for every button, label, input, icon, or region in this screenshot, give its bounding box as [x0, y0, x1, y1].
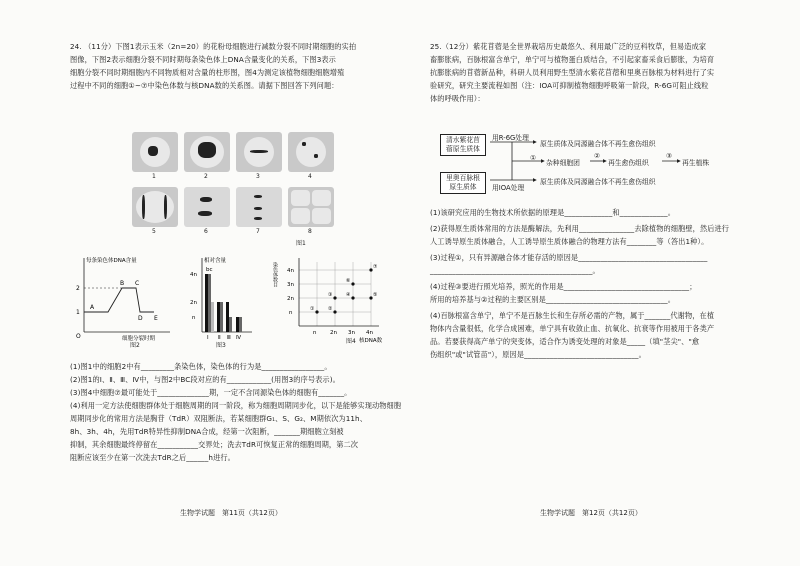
figure-3-bar-1c: [211, 302, 214, 332]
figure-4-label-2: ②: [328, 306, 333, 312]
flow-step-1: ①: [530, 154, 537, 162]
figure-4-ytick-2n: 2n: [287, 296, 294, 302]
figure-4-label-6: ⑥: [346, 278, 351, 284]
figure-1-micrographs: [132, 132, 332, 252]
figure-4-ylabel: 染色体数目: [272, 262, 278, 287]
figure-3-top-label: bc: [206, 267, 213, 273]
q25-sub4-line1: (4)过程③要进行照光培养，照光的作用是__________________________________；: [430, 282, 697, 291]
figure-4-xlabel: 核DNA数: [359, 338, 383, 344]
micrograph-label-2: 2: [204, 173, 208, 180]
figure-2-ytick-2: 2: [76, 285, 80, 292]
q24-sub4-line1: (4)利用一定方法使细胞群体处于细胞周期的同一阶段，称为细胞周期同步化，以下是能够实现动物细胞: [70, 401, 402, 410]
q25-intro-line2: 畜膨胀病，百脉根富含单宁，单宁可与植物蛋白质结合，不引起家畜采食后膨胀，为培育: [430, 55, 715, 64]
flow-step-2: ②: [594, 152, 601, 160]
q24-sub4-line3: 8h、3h、4h，先用TdR特异性抑制DNA合成，经第一次阻断，_______期细胞立刻被: [70, 427, 344, 436]
q24-subquestions: [70, 360, 410, 464]
q25-sub3-line2: ____________________________________________。: [430, 266, 600, 275]
figure-4-label-7: ⑦: [373, 264, 378, 270]
figure-2-ylabel: 每条染色体DNA含量: [86, 258, 137, 264]
figure-3-bar-2b: [220, 302, 223, 332]
figure-1-caption: 图1: [296, 240, 306, 247]
figure-3-chart: [188, 254, 258, 339]
flow-box-alfalfa: 清水紫花苜蓿原生质体: [440, 134, 486, 156]
q25-intro-line5: 体的呼吸作用）：: [430, 94, 485, 103]
figure-4-ytick-3n: 3n: [287, 282, 294, 288]
figure-3-ylabel: 相对含量: [204, 258, 227, 264]
q24-sub4-line2: 周期同步化的常用方法是胸苷（TdR）双阻断法，若某细胞群G₁、S、G₂、M期依次为11h、: [70, 414, 368, 423]
figure-2-point-c: C: [135, 280, 140, 287]
figure-2-point-d: D: [138, 315, 143, 322]
q25-sub2-line2: 人工诱导原生质体融合，人工诱导原生质体融合的物理方法有________等（答出1种）。: [430, 237, 709, 246]
q25-intro-line1: 25.（12分）紫花苜蓿是全世界栽培历史最悠久、利用最广泛的豆科牧草，但易造成家: [430, 42, 707, 51]
figure-4-point-2: [333, 310, 336, 313]
micrograph-4: [288, 132, 334, 172]
q24-intro-line2: 图像，下图2表示细胞分裂不同时期每条染色体上DNA含量变化的关系，下图3表示: [70, 55, 336, 64]
figure-2-point-b: B: [120, 280, 125, 287]
q24-sub1: (1)图1中的细胞2中有_________条染色体，染色体的行为是_________________。: [70, 362, 332, 371]
left-footer: 生物学试题 第11页（共12页）: [180, 509, 282, 517]
q24-intro-line4: 过程中不同的细胞①~⑦中染色体数与核DNA数的关系图。请据下图回答下列问题：: [70, 81, 339, 90]
figure-4-caption: 图4: [346, 338, 356, 345]
figure-4-label-3: ③: [328, 292, 333, 298]
flow-result-bottom: 原生质体及同源融合体不再生愈伤组织: [540, 178, 656, 186]
flow-callus: 再生愈伤组织: [608, 159, 649, 167]
q24-intro-line1: 24. （11分）下图1表示玉米（2n=20）的花粉母细胞进行减数分裂不同时期细胞的实拍: [70, 42, 357, 51]
figure-3-bar-3: [226, 302, 229, 332]
flow-result-top: 原生质体及同源融合体不再生愈伤组织: [540, 140, 656, 148]
figure-3-bar-1b: [208, 274, 211, 332]
micrograph-8: [288, 187, 334, 227]
flow-hybrid-cells: 杂种细胞团: [546, 159, 580, 167]
q24-intro-line3: 细胞分裂不同时期细胞内不同物质相对含量的柱形图，图4为测定该植物细胞细胞增殖: [70, 68, 345, 77]
figure-3-bar-1a: [205, 274, 208, 332]
figure-3-bar-3b: [229, 317, 232, 332]
flow-label-ioa: 用IOA处理: [492, 184, 525, 192]
figure-3-bar-4: [236, 317, 239, 332]
figure-2-point-a: A: [90, 304, 95, 311]
figure-4-xtick-4n: 4n: [366, 330, 373, 336]
figure-4-label-4: ④: [346, 292, 351, 298]
right-page: [430, 40, 780, 520]
flow-diagram: [440, 132, 760, 212]
micrograph-label-1: 1: [152, 173, 156, 180]
q24-sub4-line5: 阻断应该至少在第一次洗去TdR之后______h进行。: [70, 453, 235, 462]
q24-sub3: (3)图4中细胞⑦最可能处于______________期，一定不含同源染色体的细胞有_______。: [70, 388, 352, 397]
q25-sub4-line2: 所用的培养基与②过程的主要区别是_________________________________。: [430, 295, 676, 304]
figure-4-label-1: ①: [310, 306, 315, 312]
q25-intro-line4: 验研究，研究主要流程如图（注：IOA可抑制植物细胞呼吸第一阶段，R-6G可阻止线粒: [430, 81, 709, 90]
figure-3-xtick-1: Ⅰ: [207, 335, 209, 341]
micrograph-1: [132, 132, 178, 172]
figure-3-caption: 图3: [216, 342, 226, 349]
figure-2-xlabel: 细胞分裂时期: [122, 336, 156, 342]
flow-label-r6g: 用R-6G处理: [492, 134, 529, 142]
micrograph-2: [184, 132, 230, 172]
q25-sub5-line3: 品。若要获得高产单宁的突变体，适合作为诱变处理的对象是_____（填"茎尖"、"愈: [430, 337, 700, 346]
micrograph-3: [236, 132, 282, 172]
figure-3-ytick-2n: 2n: [190, 300, 197, 306]
figure-4-ytick-n: n: [289, 310, 293, 316]
q25-sub3-line1: (3)过程①，只有异源融合体才能存活的原因是___________________________________: [430, 253, 708, 262]
q24-sub2: (2)图1的Ⅰ、Ⅱ、Ⅲ、Ⅳ中，与图2中BC段对应的有____________(用图3的序号表示)。: [70, 375, 340, 384]
figure-2-caption: 图2: [130, 342, 140, 349]
micrograph-label-4: 4: [308, 173, 312, 180]
q25-sub2-line1: (2)获得原生质体常用的方法是酶解法，先利用_______________去除植物的细胞壁，然后进行: [430, 224, 730, 233]
figure-4-point-1: [315, 310, 318, 313]
figure-4-xtick-2n: 2n: [330, 330, 337, 336]
micrograph-7: [236, 187, 282, 227]
figure-3-xtick-2: Ⅱ: [218, 335, 221, 341]
figure-3-ytick-4n: 4n: [190, 272, 197, 278]
q25-sub1: (1)该研究应用的生物技术所依据的原理是_____________和_____________。: [430, 208, 675, 217]
figure-4-xtick-3n: 3n: [348, 330, 355, 336]
figure-4-label-5: ⑤: [373, 292, 378, 298]
figure-2-origin: O: [76, 333, 81, 340]
micrograph-label-6: 6: [204, 228, 208, 235]
q25-subquestions: [430, 206, 770, 361]
q25-sub5-line1: (4)百脉根富含单宁，单宁不是百脉生长和生存所必需的产物，属于_______代谢物，在植: [430, 311, 715, 320]
micrograph-label-5: 5: [152, 228, 156, 235]
q25-sub5-line2: 物体内含量很低，化学合成困难，单宁具有收敛止血、抗氧化、抗衰等作用被用于各类产: [430, 324, 715, 333]
q25-intro-line3: 抗膨胀病的苜蓿新品种，科研人员利用野生型清水紫花苜蓿和里奥百脉根为材料进行了实: [430, 68, 715, 77]
figure-3-bar-4b: [239, 317, 242, 332]
figure-3-xtick-4: Ⅳ: [236, 335, 242, 341]
flow-step-3: ③: [666, 152, 673, 160]
micrograph-label-7: 7: [256, 228, 260, 235]
figure-3-xtick-3: Ⅲ: [227, 335, 231, 341]
right-footer: 生物学试题 第12页（共12页）: [540, 509, 642, 517]
micrograph-5: [132, 187, 178, 227]
figure-4-ytick-4n: 4n: [287, 268, 294, 274]
left-page: [70, 40, 420, 520]
figure-3-ytick-n: n: [192, 315, 196, 321]
figure-2-ytick-1: 1: [76, 309, 80, 316]
figure-3-bar-2: [217, 302, 220, 332]
micrograph-label-8: 8: [308, 228, 312, 235]
figure-4-point-4: [351, 296, 354, 299]
figure-4-xtick-n: n: [313, 330, 317, 336]
q24-sub4-line4: 抑制，其余细胞最终停留在___________交界处；洗去TdR可恢复正常的细胞周期，第二次: [70, 440, 359, 449]
q25-sub5-line4: 伤组织"或"试管苗"），原因是_______________________________。: [430, 350, 646, 359]
figure-4-point-6: [351, 282, 354, 285]
micrograph-label-3: 3: [256, 173, 260, 180]
flow-box-lotus: 里奥百脉根原生质体: [440, 172, 486, 194]
figure-2-point-e: E: [154, 315, 158, 322]
flow-plant: 再生植株: [682, 159, 710, 167]
micrograph-6: [184, 187, 230, 227]
figure-4-point-3: [333, 296, 336, 299]
figure-2-chart: [70, 254, 180, 342]
